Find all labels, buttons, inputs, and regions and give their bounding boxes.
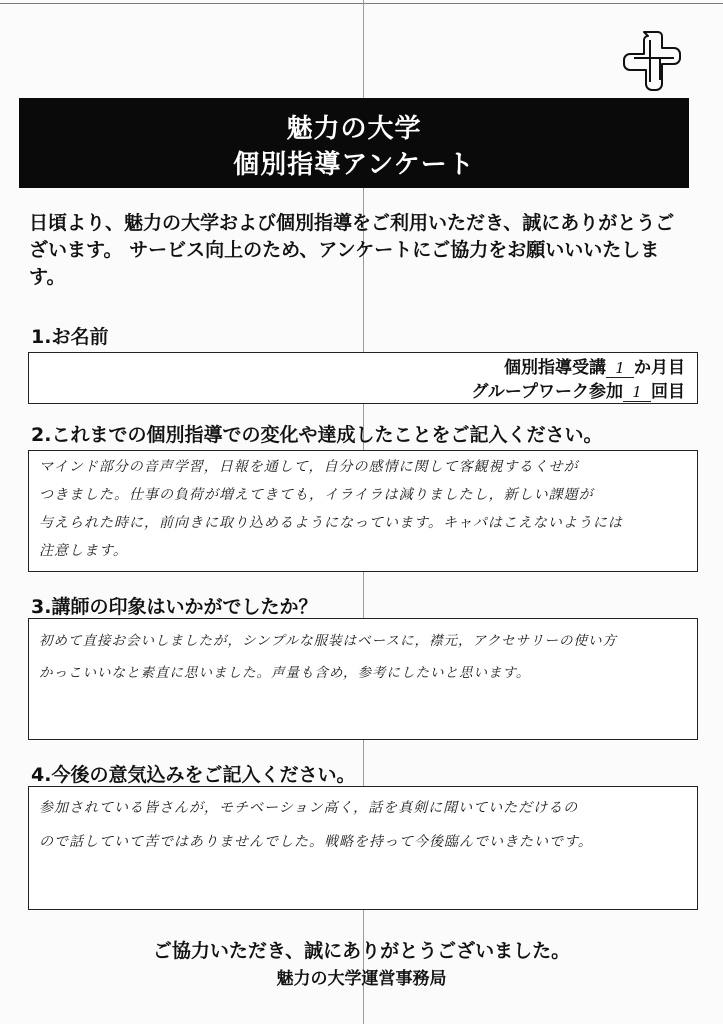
name-field[interactable] xyxy=(28,352,698,404)
months-count-line xyxy=(504,353,685,378)
intro-text: 日頃より、魅力の大学および個別指導をご利用いただき、誠にありがとうございます。 サービス向上のため、アンケートにご協力をお願いいいたします。 xyxy=(29,212,675,288)
footer-office: 魅力の大学運営事務局 xyxy=(276,969,447,989)
group-count-line xyxy=(471,377,685,402)
answer-line: ので話していて苦ではありませんでした。戦略を持って今後臨んでいきたいです。 xyxy=(39,834,593,850)
months-suffix: か月目 xyxy=(634,358,685,378)
question-2-answer xyxy=(39,453,687,565)
answer-line: 注意します。 xyxy=(39,543,128,559)
question-4-label: 4.今後の意気込みをご記入ください。 xyxy=(31,764,356,786)
page-title: 魅力の大学 xyxy=(286,114,422,144)
question-2-answer-box[interactable] xyxy=(28,450,698,572)
question-3-label: 3.講師の印象はいかがでしたか？ xyxy=(31,596,318,618)
answer-line: 与えられた時に，前向きに取り込めるようになっています。キャパはこえないようには xyxy=(39,515,623,531)
answer-line: マインド部分の音声学習，日報を通して，自分の感情に関して客観視するくせが xyxy=(39,459,579,475)
answer-line: かっこいいなと素直に思いました。声量も含め，参考にしたいと思います。 xyxy=(39,665,531,681)
answer-line: 初めて直接お会いしましたが，シンプルな服装はベースに，襟元，アクセサリーの使い方 xyxy=(39,633,618,649)
question-1-label: 1.お名前 xyxy=(31,326,109,348)
title-banner xyxy=(19,98,689,188)
months-prefix: 個別指導受講 xyxy=(504,358,606,378)
page-edge-line xyxy=(0,3,723,4)
cross-plus-logo-icon xyxy=(620,28,686,94)
question-3-answer-box[interactable] xyxy=(28,618,698,740)
question-2-label: 2.これまでの個別指導での変化や達成したことをご記入ください。 xyxy=(31,424,603,446)
footer-thanks: ご協力いただき、誠にありがとうございました。 xyxy=(152,940,571,962)
question-3-answer xyxy=(39,625,687,689)
answer-line: 参加されている皆さんが，モチベーション高く，話を真剣に聞いていただけるの xyxy=(39,800,579,816)
question-4-answer-box[interactable] xyxy=(28,786,698,910)
group-suffix: 回目 xyxy=(651,382,685,402)
page-subtitle: 個別指導アンケート xyxy=(233,150,475,180)
question-4-answer xyxy=(39,791,687,859)
group-value[interactable]: 1 xyxy=(623,383,651,402)
months-value[interactable]: 1 xyxy=(606,359,634,378)
answer-line: つきました。仕事の負荷が増えてきても，イライラは減りましたし，新しい課題が xyxy=(39,487,594,503)
group-prefix: グループワーク参加 xyxy=(471,382,623,402)
